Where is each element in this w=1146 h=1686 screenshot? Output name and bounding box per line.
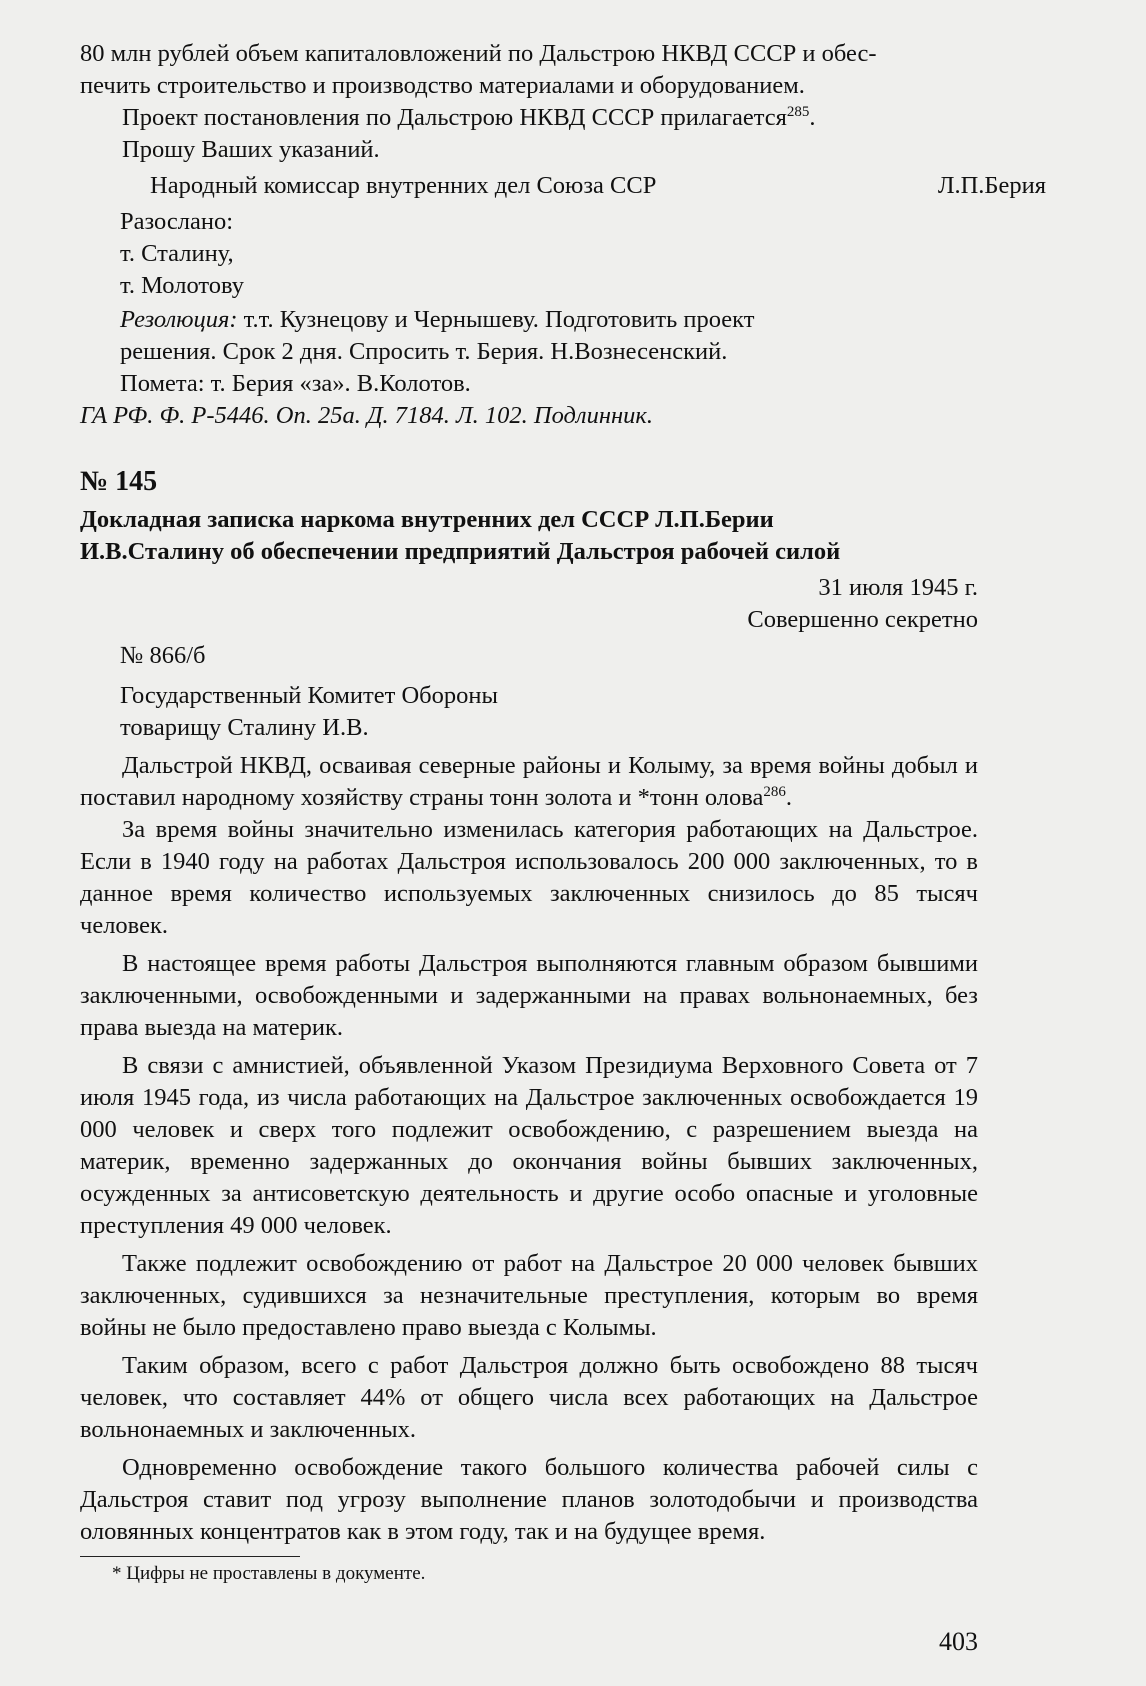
archival-source — [80, 400, 1046, 432]
resolution-line — [120, 304, 1020, 336]
document-number: № 145 — [80, 466, 158, 497]
paragraph-end: . — [785, 784, 793, 811]
distribution-block — [120, 206, 1020, 302]
page-number-block — [900, 1626, 978, 1658]
request-line: Прошу Ваших указаний. — [122, 136, 380, 163]
resolution-block — [120, 304, 1020, 400]
addressee: Государственный Комитет Обороны — [120, 682, 498, 709]
body-paragraph: В настоящее время работы Дальстроя выполняются главным образом бывшими заключенными, освобожденными и задержанными на правах вольнонаемных, без права выезда на материк. — [80, 950, 978, 1041]
footnote-text: * Цифры не проставлены в документе. — [112, 1563, 426, 1584]
signature-line — [80, 170, 1046, 202]
document-date: 31 июля 1945 г. — [818, 574, 978, 601]
footnote-divider — [80, 1556, 300, 1557]
body-paragraph: За время войны значительно изменилась категория работающих на Дальстрое. Если в 1940 году на работах Дальстроя использовалось 200 000 заключенных, то в данное время количество используемых заключенных снизилось до 85 тысяч человек. — [80, 816, 978, 939]
document-header — [80, 464, 1046, 568]
recipient: т. Молотову — [120, 272, 244, 299]
text-line: 80 млн рублей объем капиталовложений по Дальстрою НКВД СССР и обес- — [80, 40, 877, 67]
body-paragraph: В связи с амнистией, объявленной Указом Президиума Верховного Совета от 7 июля 1945 года, из числа работающих на Дальстрое заключенных освобождается 19 000 человек и сверх того подлежит освобождению, с разрешением выезда на материк, временно задержанных до окончания войны бывших заключенных, осужденных за антисоветскую деятельность и другие особо опасные и уголовные преступления 49 000 человек. — [80, 1052, 978, 1239]
project-text: Проект постановления по Дальстрою НКВД СССР прилагается — [122, 104, 787, 131]
date-block — [80, 572, 978, 636]
body-paragraph — [80, 750, 978, 814]
footnote-block — [112, 1562, 912, 1586]
footnote-ref: 286 — [763, 784, 786, 800]
resolution-text: т.т. Кузнецову и Чернышеву. Подготовить проект — [237, 306, 755, 333]
footnote-ref: 285 — [786, 104, 810, 120]
address-block — [120, 640, 1020, 744]
registration-number: № 866/б — [120, 642, 206, 669]
body-paragraph: Одновременно освобождение такого большого количества рабочей силы с Дальстроя ставит под угрозу выполнение планов золотодобычи и производства оловянных концентратов как в этом году, так и на будущее время. — [80, 1454, 978, 1545]
signatory-name: Л.П.Берия — [937, 172, 1046, 199]
distribution-label: Разослано: — [120, 208, 234, 235]
project-line: Проект постановления по Дальстрою НКВД СССР прилагается$^{285}$. — [122, 104, 816, 131]
classification-stamp: Совершенно секретно — [747, 606, 978, 633]
recipient: т. Сталину, — [120, 240, 234, 267]
source-citation: ГА РФ. Ф. Р-5446. Оп. 25а. Д. 7184. Л. 102. Подлинник. — [80, 402, 653, 429]
addressee: товарищу Сталину И.В. — [120, 714, 369, 741]
resolution-label: Резолюция: — [120, 306, 238, 333]
report-body — [80, 750, 978, 1548]
paragraph-text: Дальстрой НКВД, осваивая северные районы и Колыму, за время войны добыл и поставил народному хозяйству страны тонн золота и *тонн олова — [80, 752, 978, 811]
document-title: И.В.Сталину об обеспечении предприятий Дальстроя рабочей силой — [80, 538, 841, 565]
top-continuation — [80, 38, 1046, 166]
resolution-line: решения. Срок 2 дня. Спросить т. Берия. Н.Вознесенский. — [120, 338, 728, 365]
body-paragraph: Таким образом, всего с работ Дальстроя должно быть освобождено 88 тысяч человек, что составляет 44% от общего числа всех работающих на Дальстрое вольнонаемных и заключенных. — [80, 1352, 978, 1443]
document-title: Докладная записка наркома внутренних дел СССР Л.П.Берии — [80, 506, 774, 533]
page-number: 403 — [939, 1627, 978, 1656]
signatory-position: Народный комиссар внутренних дел Союза ССР — [150, 172, 657, 199]
text-line: печить строительство и производство материалами и оборудованием. — [80, 72, 805, 99]
body-paragraph: Также подлежит освобождению от работ на Дальстрое 20 000 человек бывших заключенных, судившихся за незначительные преступления, которым во время войны не было предоставлено право выезда с Колымы. — [80, 1250, 978, 1341]
mark-line: Помета: т. Берия «за». В.Колотов. — [120, 370, 471, 397]
